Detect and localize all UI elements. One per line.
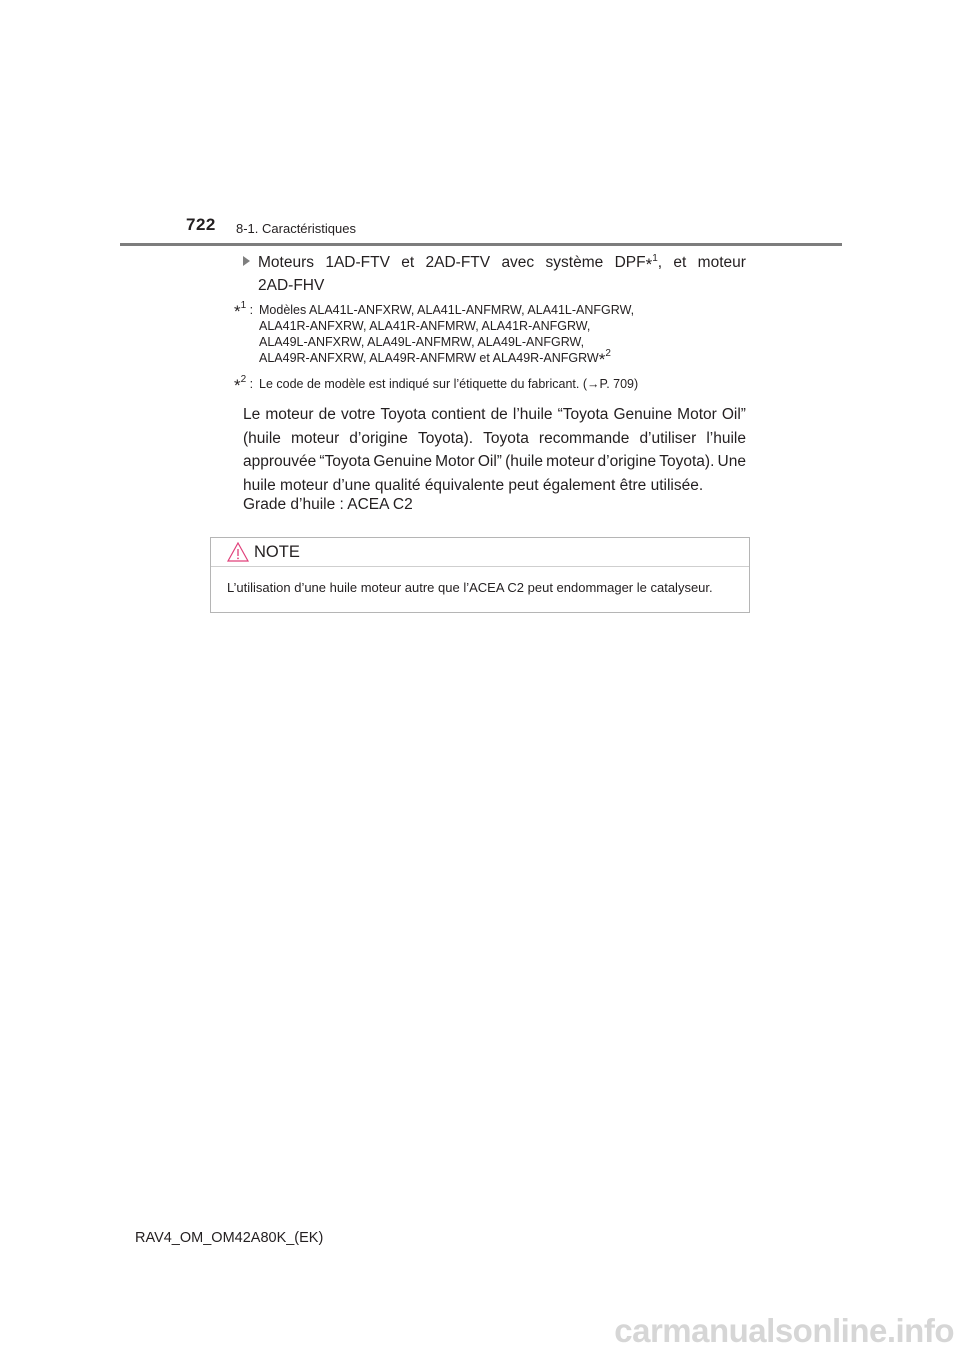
footnote-2 <box>234 374 754 395</box>
word: contient <box>431 406 486 423</box>
word: Toyota <box>483 429 529 447</box>
footnote-1-line: Modèles ALA41L-ANFXRW, ALA41L-ANFMRW, ALA41L-ANFGRW, <box>259 303 635 317</box>
word: d’origine <box>597 453 657 470</box>
word: Motor <box>677 406 717 423</box>
bullet-word: système <box>545 254 604 271</box>
word: Oil” <box>721 406 746 423</box>
footnote-2-mark: *$^2$ : <box>234 374 254 395</box>
word: Toyota). <box>417 429 474 447</box>
word: (huile <box>243 429 281 447</box>
word: d’utiliser <box>639 429 697 447</box>
note-header <box>211 538 749 567</box>
word: Oil” <box>477 453 502 470</box>
footnote-2-body <box>259 376 754 392</box>
bullet-word: 2AD-FTV <box>425 254 491 271</box>
footnote-1-line: ALA41R-ANFXRW, ALA41R-ANFMRW, ALA41R-ANFGRW, <box>259 319 591 333</box>
header-rule <box>120 243 842 246</box>
bullet-word: Moteurs <box>243 251 314 274</box>
page-number: 722 <box>186 215 216 234</box>
word: d’origine <box>349 429 408 447</box>
engine-oil-paragraph <box>243 403 746 497</box>
word: recommande <box>538 429 630 447</box>
word: de <box>318 406 336 423</box>
oil-grade: Grade d’huile : ACEA C2 <box>243 496 413 513</box>
bullet-word-dpf: DPF*$^1$, <box>614 253 663 274</box>
footnote-2-text: Le code de modèle est indiqué sur l’étiquette du fabricant. (→P. 709) <box>259 377 639 391</box>
word: moteur <box>265 406 314 423</box>
paragraph-line-last: huile moteur d’une qualité équivalente peut également être utilisée. <box>243 476 704 494</box>
word: Toyota <box>380 406 427 423</box>
bullet-word: et <box>401 254 415 271</box>
footnote-1-line: ALA49L-ANFXRW, ALA49L-ANFMRW, ALA49L-ANFGRW, <box>259 335 585 349</box>
bullet-word: avec <box>501 254 535 271</box>
bullet-word: et <box>673 254 687 271</box>
word: votre <box>340 406 376 423</box>
word: de <box>490 406 508 423</box>
warning-triangle-icon <box>227 542 249 562</box>
word: Motor <box>435 453 475 470</box>
footer-code: RAV4_OM_OM42A80K_(EK) <box>135 1230 324 1246</box>
note-text: L’utilisation d’une huile moteur autre que l’ACEA C2 peut endommager le catalyseur. <box>227 580 713 595</box>
word: moteur <box>290 429 340 447</box>
word: “Toyota <box>557 406 609 423</box>
word: Toyota). <box>659 453 715 470</box>
paragraph-line <box>243 427 746 451</box>
watermark: carmanualsonline.info <box>614 1312 954 1349</box>
section-title: 8-1. Caractéristiques <box>236 221 356 236</box>
footnote-1 <box>234 300 754 369</box>
word: Une <box>717 453 746 470</box>
paragraph-line <box>243 450 746 474</box>
bullet-heading <box>243 251 746 297</box>
bullet-line-2: 2AD-FHV <box>258 277 325 294</box>
footnote-1-mark: *$^1$ : <box>234 300 254 321</box>
note-box <box>210 537 750 613</box>
word: (huile <box>505 453 543 470</box>
footnote-1-body <box>259 302 754 369</box>
word: Genuine <box>373 453 432 470</box>
footnote-1-line: ALA49R-ANFXRW, ALA49R-ANFMRW et ALA49R-ANFGRW*$^2$ <box>259 348 611 369</box>
word: “Toyota <box>319 453 371 470</box>
word: Le <box>243 406 261 423</box>
word: moteur <box>546 453 595 470</box>
bullet-triangle-icon <box>243 256 250 266</box>
bullet-line-1 <box>243 251 746 274</box>
bullet-word: 1AD-FTV <box>325 254 390 271</box>
word: Genuine <box>613 406 673 423</box>
note-label: NOTE <box>254 543 300 561</box>
word: l’huile <box>706 429 746 447</box>
word: l’huile <box>512 406 553 423</box>
word: approuvée <box>243 453 317 470</box>
paragraph-line <box>243 403 746 427</box>
bullet-word: moteur <box>697 254 746 271</box>
